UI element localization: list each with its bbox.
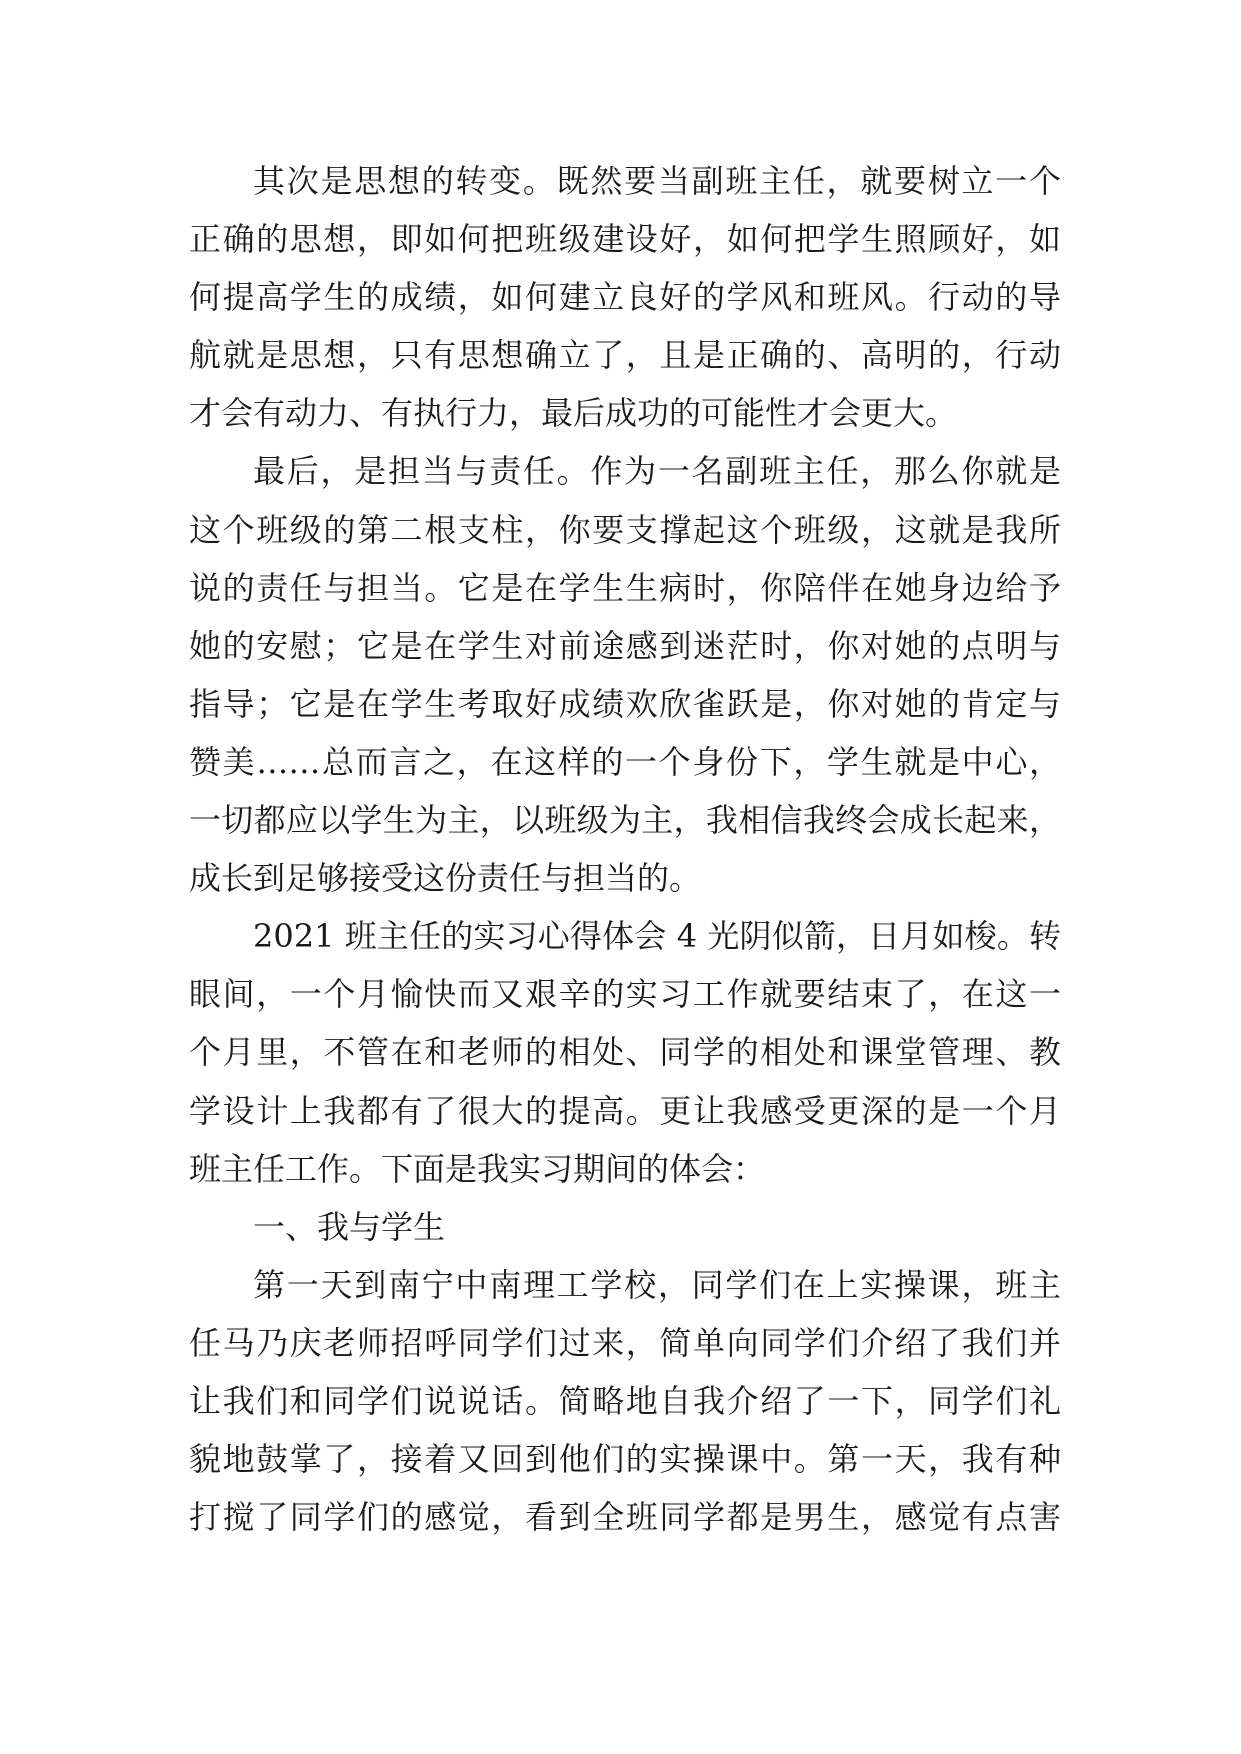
text-line: 打搅了同学们的感觉，看到全班同学都是男生，感觉有点害 (189, 1498, 1061, 1537)
text-line: 貌地鼓掌了，接着又回到他们的实操课中。第一天，我有种 (189, 1440, 1061, 1479)
section-heading: 一、我与学生 (253, 1207, 446, 1246)
text-line: 第一天到南宁中南理工学校，同学们在上实操课，班主 (253, 1265, 1061, 1304)
text-line: 说的责任与担当。它是在学生生病时，你陪伴在她身边给予 (189, 568, 1061, 607)
text-line: 赞美……总而言之，在这样的一个身份下，学生就是中心， (189, 742, 1061, 781)
text-line: 班主任工作。下面是我实习期间的体会： (189, 1149, 766, 1188)
document-body (189, 152, 1061, 1546)
text-line: 一切都应以学生为主，以班级为主，我相信我终会成长起来， (189, 801, 1061, 840)
text-line: 航就是思想，只有思想确立了，且是正确的、高明的，行动 (189, 336, 1061, 375)
text-line: 这个班级的第二根支柱，你要支撑起这个班级，这就是我所 (189, 510, 1061, 549)
text-line: 正确的思想，即如何把班级建设好，如何把学生照顾好，如 (189, 220, 1061, 259)
text-line: 才会有动力、有执行力，最后成功的可能性才会更大。 (189, 394, 958, 433)
text-line: 指导；它是在学生考取好成绩欢欣雀跃是，你对她的肯定与 (189, 684, 1061, 723)
text-line: 眼间，一个月愉快而又艰辛的实习工作就要结束了，在这一 (189, 975, 1061, 1014)
text-line: 最后，是担当与责任。作为一名副班主任，那么你就是 (253, 452, 1061, 491)
text-line: 她的安慰；它是在学生对前途感到迷茫时，你对她的点明与 (189, 626, 1061, 665)
text-line: 学设计上我都有了很大的提高。更让我感受更深的是一个月 (189, 1091, 1061, 1130)
text-line: 其次是思想的转变。既然要当副班主任，就要树立一个 (253, 162, 1061, 200)
text-line: 2021 班主任的实习心得体会 4 光阴似箭，日月如梭。转 (253, 917, 1061, 956)
text-line: 任马乃庆老师招呼同学们过来，简单向同学们介绍了我们并 (189, 1323, 1061, 1362)
text-line: 让我们和同学们说说话。简略地自我介绍了一下，同学们礼 (189, 1381, 1061, 1420)
text-line: 成长到足够接受这份责任与担当的。 (189, 859, 702, 898)
text-line: 何提高学生的成绩，如何建立良好的学风和班风。行动的导 (189, 278, 1061, 317)
text-line: 个月里，不管在和老师的相处、同学的相处和课堂管理、教 (189, 1033, 1061, 1072)
